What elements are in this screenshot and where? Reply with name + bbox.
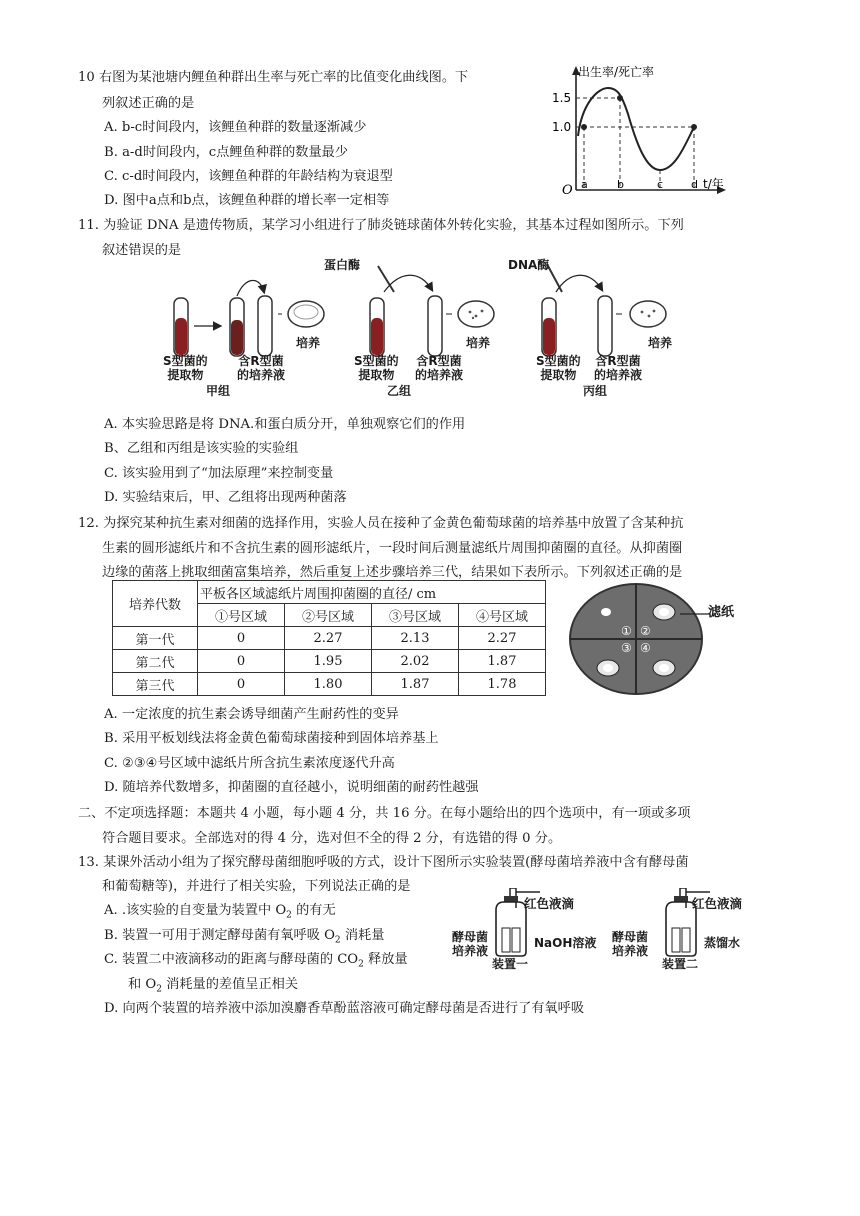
curved-arrow	[384, 275, 432, 292]
q12-results-table	[112, 580, 546, 696]
point-d	[691, 124, 697, 130]
point-a	[581, 124, 587, 130]
opt-c2-text-end: 消耗量的差值呈正相关	[161, 977, 299, 992]
extract-line1: S型菌的	[354, 354, 399, 368]
device2-red-drop-label: 红色液滴	[692, 896, 743, 911]
dropper	[378, 266, 394, 292]
r-medium-tube	[258, 296, 272, 356]
y-tick-1-5: 1.5	[552, 91, 572, 105]
opt-b-text-end: 消耗量	[340, 928, 385, 943]
table-cell: 2.13	[372, 627, 459, 650]
yi-culture-label: 培养	[466, 336, 491, 350]
section2-instruction-line1: 二、不定项选择题：本题共 4 小题，每小题 4 分，共 16 分。在每小题给出的四个选项中，有一项或多项	[78, 806, 691, 821]
table-cell: 0	[198, 673, 285, 696]
q10-option-d: D. 图中a点和b点，该鲤鱼种群的增长率一定相等	[104, 193, 390, 208]
bing-extract-label	[536, 354, 581, 382]
y-tick-1-0: 1.0	[552, 120, 572, 134]
device1-red-drop-label: 红色液滴	[524, 896, 575, 911]
stopper	[674, 896, 688, 902]
sub-2: 2	[286, 910, 292, 921]
yi-extract-label	[354, 354, 399, 382]
q13-option-c	[104, 948, 408, 970]
sub-2: 2	[156, 984, 162, 995]
r-medium-tube	[598, 296, 612, 356]
q12-stem-line1: 12. 为探究某种抗生素对细菌的选择作用，实验人员在接种了金黄色葡萄球菌的培养基中放置了含某种抗	[78, 516, 684, 531]
inner-tube	[682, 928, 690, 952]
table-corner-header: 培养代数	[113, 581, 198, 627]
table-cell: 1.78	[459, 673, 546, 696]
stopper	[504, 896, 518, 902]
device2-label: 装置二	[662, 957, 699, 971]
medium-line1: 含R型菌	[416, 354, 462, 368]
row-label: 第三代	[113, 673, 198, 696]
table-row	[113, 673, 546, 696]
inner-tube	[502, 928, 510, 952]
extract-line1: S型菌的	[536, 354, 581, 368]
x-tick-d: d	[691, 178, 698, 191]
q10-stem-line1: 10 右图为某池塘内鲤鱼种群出生率与死亡率的比值变化曲线图。下	[78, 70, 469, 85]
region-1-label: ①	[621, 624, 632, 638]
paper-4	[659, 664, 669, 672]
q13-option-c-line2	[128, 973, 298, 995]
medium-line2: 的培养液	[594, 368, 643, 382]
q12-stem-line3: 边缘的菌落上挑取细菌富集培养，然后重复上述步骤培养三代，结果如下表所示。下列叙述正确的是	[102, 565, 683, 580]
opt-a-text: A. .该实验的自变量为装置中 O	[104, 903, 287, 918]
q13-stem-line2: 和葡萄糖等)，并进行了相关实验，下列说法正确的是	[102, 879, 411, 894]
table-col-header: ③号区域	[372, 604, 459, 627]
q13-option-b	[104, 924, 384, 946]
q11-option-c: C. 该实验用到了“加法原理”来控制变量	[104, 466, 334, 481]
q13-option-a	[104, 899, 336, 921]
dropper	[548, 266, 562, 292]
ratio-curve	[578, 88, 694, 170]
medium-line2: 的培养液	[415, 368, 464, 382]
opt-c2-text: 和 O	[128, 977, 157, 992]
x-tick-a: a	[581, 178, 588, 191]
group-yi-label: 乙组	[387, 384, 412, 398]
device1-label: 装置一	[492, 957, 529, 971]
jia-medium-label	[237, 354, 285, 382]
q10-ratio-curve-graph	[548, 58, 738, 200]
medium-line2: 的培养液	[237, 368, 286, 382]
q10-option-a: A. b-c时间段内，该鲤鱼种群的数量逐渐减少	[104, 120, 367, 135]
q11-option-b: B、乙组和丙组是该实验的实验组	[104, 441, 299, 456]
jia-extract-label	[163, 354, 208, 382]
q12-stem-line2: 生素的圆形滤纸片和不含抗生素的圆形滤纸片，一段时间后测量滤纸片周围抑菌圈的直径。从抑菌圈	[102, 541, 683, 556]
naoh-label: NaOH溶液	[534, 936, 597, 950]
q10-stem-line2: 列叙述正确的是	[102, 96, 195, 111]
device1-yeast-label	[452, 930, 488, 958]
mix-liquid	[231, 320, 243, 355]
group-jia-label: 甲组	[206, 384, 231, 398]
row-label: 第一代	[113, 627, 198, 650]
q12-option-b: B. 采用平板划线法将金黄色葡萄球菌接种到固体培养基上	[104, 731, 439, 746]
extract-line2: 提取物	[358, 368, 395, 382]
row-label: 第二代	[113, 650, 198, 673]
table-cell: 2.02	[372, 650, 459, 673]
bing-culture-label: 培养	[648, 336, 673, 350]
table-cell: 0	[198, 650, 285, 673]
enzyme-dnase-label: DNA酶	[508, 258, 550, 272]
s-extract-liquid	[175, 318, 187, 355]
table-cell: 1.80	[285, 673, 372, 696]
x-tick-b: b	[617, 178, 624, 191]
table-col-header: ①号区域	[198, 604, 285, 627]
table-cell: 1.95	[285, 650, 372, 673]
table-col-header: ②号区域	[285, 604, 372, 627]
q11-option-a: A. 本实验思路是将 DNA.和蛋白质分开，单独观察它们的作用	[104, 417, 466, 432]
section2-instruction-line2: 符合题目要求。全部选对的得 4 分，选对但不全的得 2 分，有选错的得 0 分。	[102, 831, 562, 846]
filter-paper-label: 滤纸	[708, 605, 735, 620]
s-extract-liquid	[371, 318, 383, 355]
table-col-header: ④号区域	[459, 604, 546, 627]
extract-line1: S型菌的	[163, 354, 208, 368]
paper-1	[601, 608, 611, 616]
opt-c-text-end: 释放量	[363, 952, 408, 967]
jia-culture-label: 培养	[296, 336, 321, 350]
q11-stem-line2: 叙述错误的是	[102, 243, 182, 258]
x-tick-c: c	[657, 178, 664, 191]
medium-line1: 含R型菌	[238, 354, 284, 368]
q11-option-d: D. 实验结束后，甲、乙组将出现两种菌落	[104, 490, 347, 505]
table-group-header: 平板各区域滤纸片周围抑菌圈的直径/ cm	[198, 581, 546, 604]
device2-yeast-label	[612, 930, 648, 958]
sub-2: 2	[358, 959, 364, 970]
inner-tube	[672, 928, 680, 952]
q12-option-a: A. 一定浓度的抗生素会诱导细菌产生耐药性的变异	[104, 707, 399, 722]
yeast-line1: 酵母菌	[452, 930, 489, 944]
water-label: 蒸馏水	[704, 936, 741, 950]
table-row	[113, 650, 546, 673]
curved-arrow	[556, 275, 602, 292]
bing-medium-label	[594, 354, 642, 382]
yi-medium-label	[415, 354, 463, 382]
table-row	[113, 627, 546, 650]
extract-line2: 提取物	[167, 368, 204, 382]
opt-a-text-end: 的有无	[291, 903, 336, 918]
table-cell: 2.27	[459, 627, 546, 650]
region-3-label: ③	[621, 641, 632, 655]
sub-2: 2	[334, 935, 341, 946]
point-b	[617, 95, 623, 101]
table-cell: 2.27	[285, 627, 372, 650]
q11-stem-line1: 11. 为验证 DNA 是遗传物质，某学习小组进行了肺炎链球菌体外转化实验，其基本过程如图所示。下列	[78, 218, 684, 233]
enzyme-protease-label: 蛋白酶	[324, 258, 361, 272]
medium-line1: 含R型菌	[595, 354, 641, 368]
s-extract-liquid	[543, 318, 555, 355]
table-cell: 1.87	[372, 673, 459, 696]
paper-3	[603, 664, 613, 672]
inner-tube	[512, 928, 520, 952]
extract-line2: 提取物	[540, 368, 577, 382]
q12-option-d: D. 随培养代数增多，抑菌圈的直径越小，说明细菌的耐药性越强	[104, 780, 479, 795]
petri-dish	[630, 301, 666, 327]
q10-option-b: B. a-d时间段内，c点鲤鱼种群的数量最少	[104, 145, 349, 160]
yeast-line2: 培养液	[452, 944, 489, 958]
q10-option-c: C. c-d时间段内，该鲤鱼种群的年龄结构为衰退型	[104, 169, 393, 184]
x-axis-label: t/年	[703, 177, 724, 191]
flask	[496, 902, 526, 956]
yeast-line1: 酵母菌	[612, 930, 649, 944]
origin-label: O	[562, 183, 573, 198]
yeast-line2: 培养液	[612, 944, 649, 958]
q13-option-d: D. 向两个装置的培养液中添加溴麝香草酚蓝溶液可确定酵母菌是否进行了有氧呼吸	[104, 1001, 585, 1016]
y-axis-label: 出生率/死亡率	[578, 65, 655, 79]
q12-petri-plate-figure	[566, 580, 706, 698]
region-2-label: ②	[640, 624, 651, 638]
group-bing-label: 丙组	[583, 384, 608, 398]
region-4-label: ④	[640, 641, 651, 655]
table-cell: 1.87	[459, 650, 546, 673]
opt-b-text: B. 装置一可用于测定酵母菌有氧呼吸 O	[104, 928, 335, 943]
opt-c-text: C. 装置二中液滴移动的距离与酵母菌的 CO	[104, 952, 359, 967]
petri-dish	[458, 301, 494, 327]
r-medium-tube	[428, 296, 442, 356]
curved-arrow	[237, 280, 264, 296]
q13-stem-line1: 13. 某课外活动小组为了探究酵母菌细胞呼吸的方式，设计下图所示实验装置(酵母菌培养液中含有酵母菌	[78, 855, 689, 870]
q12-option-c: C. ②③④号区域中滤纸片所含抗生素浓度逐代升高	[104, 756, 395, 771]
table-cell: 0	[198, 627, 285, 650]
